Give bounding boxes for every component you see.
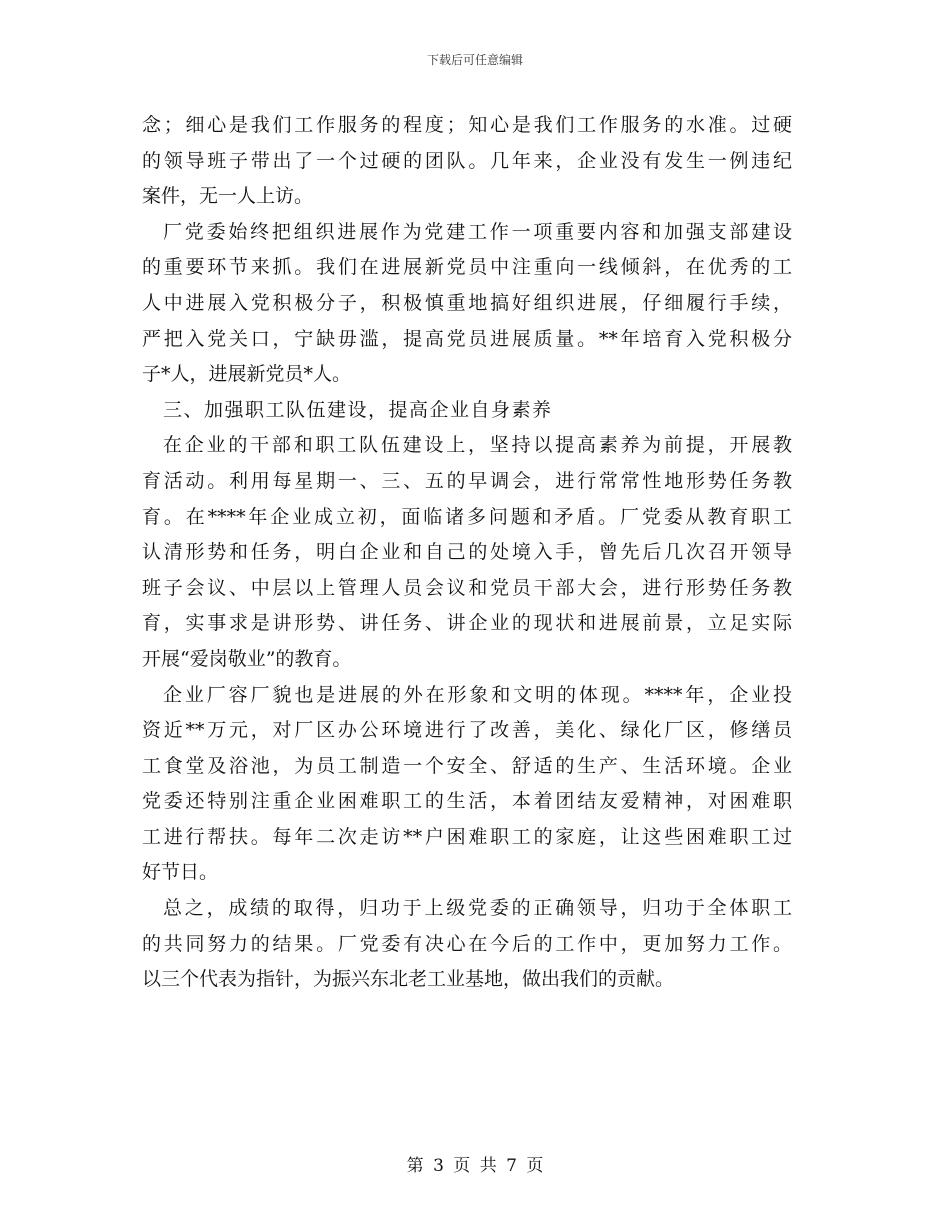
text-line: 工进行帮扶。每年二次走访**户困难职工的家庭，让这些困难职工过: [142, 825, 792, 848]
text-line: 育，实事求是讲形势、讲任务、讲企业的现状和进展前景，立足实际: [142, 612, 792, 635]
text-line: 在企业的干部和职工队伍建设上，坚持以提高素养为前提，开展教: [163, 434, 792, 457]
text-line: 严把入党关口，宁缺毋滥，提高党员进展质量。**年培育入党积极分: [142, 327, 792, 350]
text-line: 念；细心是我们工作服务的程度；知心是我们工作服务的水准。过硬: [142, 114, 792, 136]
text-line: 育活动。利用每星期一、三、五的早调会，进行常常性地形势任务教: [142, 469, 792, 492]
text-line: 人中进展入党积极分子，积极慎重地搞好组织进展，仔细履行手续，: [142, 291, 792, 314]
section-heading: [142, 393, 792, 429]
text-line: 资近**万元，对厂区办公环境进行了改善，美化、绿化厂区，修缮员: [142, 719, 792, 742]
text-line: 的领导班子带出了一个过硬的团队。几年来，企业没有发生一例违纪: [142, 149, 792, 172]
text-line: 班子会议、中层以上管理人员会议和党员干部大会，进行形势任务教: [142, 576, 792, 599]
paragraph: [142, 891, 792, 998]
text-line: 党委还特别注重企业困难职工的生活，本着团结友爱精神，对困难职: [142, 790, 792, 813]
text-line: 开展“爱岗敬业”的教育。: [142, 647, 352, 670]
text-line: 认清形势和任务，明白企业和自己的处境入手，曾先后几次召开领导: [142, 541, 792, 564]
text-line: 育。在****年企业成立初，面临诸多问题和矛盾。厂党委从教育职工: [142, 505, 792, 528]
text-line: 子*人，进展新党员*人。: [142, 363, 352, 386]
paragraph: [142, 428, 792, 677]
text-line: 工食堂及浴池，为员工制造一个安全、舒适的生产、生活环境。企业: [142, 754, 792, 777]
paragraph: [142, 678, 792, 892]
text-line: 企业厂容厂貌也是进展的外在形象和文明的体现。****年，企业投: [163, 683, 792, 706]
page-number: 第 3 页 共 7 页: [406, 1156, 544, 1176]
text-line: 好节日。: [142, 861, 219, 884]
paragraph: [142, 108, 792, 215]
text-line: 的共同努力的结果。厂党委有决心在今后的工作中，更加努力工作。: [142, 932, 792, 955]
section-heading-text: 三、加强职工队伍建设，提高企业自身素养: [163, 398, 553, 421]
text-line: 总之，成绩的取得，归功于上级党委的正确领导，归功于全体职工: [163, 897, 792, 920]
page-header: 下载后可任意编辑: [426, 53, 523, 67]
paragraph: [142, 215, 792, 393]
text-line: 案件，无一人上访。: [142, 185, 314, 208]
text-line: 厂党委始终把组织进展作为党建工作一项重要内容和加强支部建设: [163, 220, 792, 243]
document-body: [142, 108, 792, 998]
text-line: 的重要环节来抓。我们在进展新党员中注重向一线倾斜，在优秀的工: [142, 256, 792, 279]
text-line: 以三个代表为指针，为振兴东北老工业基地，做出我们的贡献。: [142, 968, 675, 991]
